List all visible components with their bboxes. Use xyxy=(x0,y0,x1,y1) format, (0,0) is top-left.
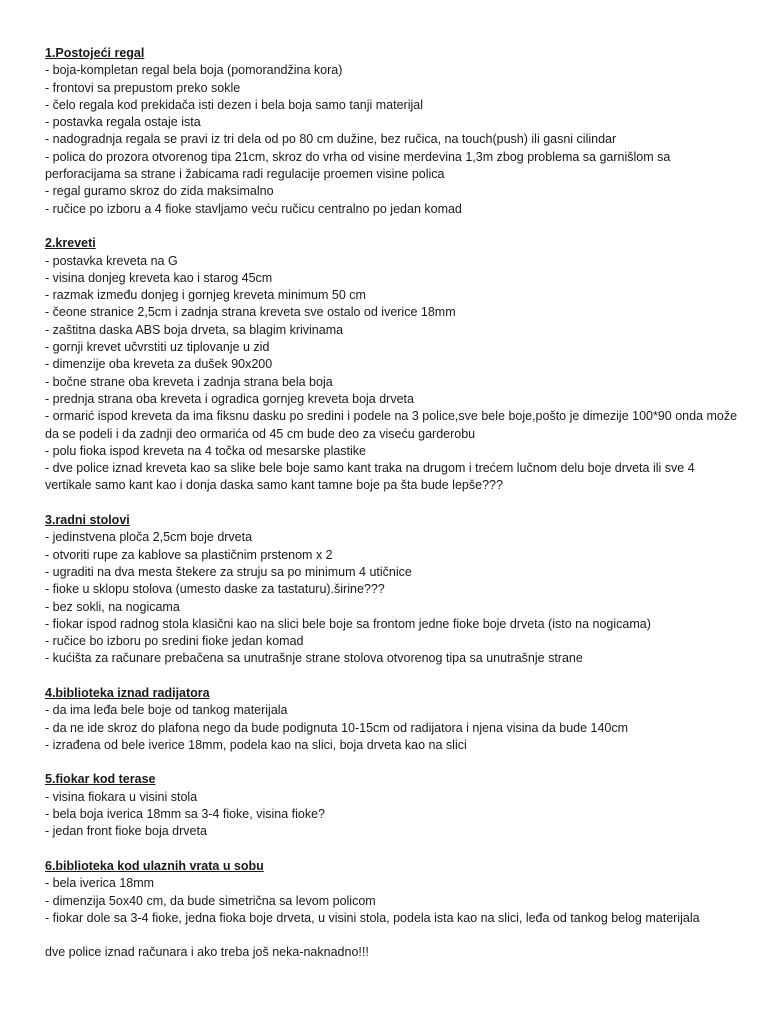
list-item: - zaštitna daska ABS boja drveta, sa blagim krivinama xyxy=(45,322,344,337)
list-item: - jedinstvena ploča 2,5cm boje drveta xyxy=(45,530,253,545)
list-item: - ormarić ispod kreveta da ima fiksnu dasku po sredini i podele na 3 police,sve bele boje,pošto je dimezije 100*90 onda može da se podeli i da zadnji deo ormarića od 45 cm bude deo za viseću garderobu xyxy=(45,409,738,441)
list-item: - boja-kompletan regal bela boja (pomorandžina kora) xyxy=(45,63,343,78)
list-item: - bez sokli, na nogicama xyxy=(45,599,180,614)
list-item: - nadogradnja regala se pravi iz tri dela od po 80 cm dužine, bez ručica, na touch(push) ili gasni cilindar xyxy=(45,132,617,147)
list-item: - ručice bo izboru po sredini fioke jedan komad xyxy=(45,634,304,649)
list-item: - otvoriti rupe za kablove sa plastičnim prstenom x 2 xyxy=(45,547,333,562)
section-title: 3.radni stolovi xyxy=(45,513,130,528)
list-item: - dimenzija 5ox40 cm, da bude simetrična sa levom policom xyxy=(45,893,376,908)
list-item: - čeone stranice 2,5cm i zadnja strana kreveta sve ostalo od iverice 18mm xyxy=(45,305,456,320)
list-item: - postavka kreveta na G xyxy=(45,253,178,268)
list-item: - bela iverica 18mm xyxy=(45,876,155,891)
list-item: - fiokar dole sa 3-4 fioke, jedna fioka boje drveta, u visini stola, podela ista kao na slici, leđa od tankog belog materijala xyxy=(45,910,700,925)
list-item: - visina donjeg kreveta kao i starog 45cm xyxy=(45,270,273,285)
list-item: - izrađena od bele iverice 18mm, podela kao na slici, boja drveta kao na slici xyxy=(45,737,467,752)
closing-note: dve police iznad računara i ako treba još neka-naknadno!!! xyxy=(45,945,369,960)
list-item: - polica do prozora otvorenog tipa 21cm, skroz do vrha od visine merdevina 1,3m zbog problema sa garnišlom sa perforacijama sa strane i žabicama radi regulacije proemen visine polica xyxy=(45,149,671,182)
section-postojeci-regal xyxy=(45,45,744,218)
list-item: - polu fioka ispod kreveta na 4 točka od mesarske plastike xyxy=(45,443,367,458)
list-item: - prednja strana oba kreveta i ogradica gornjeg kreveta boja drveta xyxy=(45,391,414,406)
list-item: - ugraditi na dva mesta štekere za struju sa po minimum 4 utičnice xyxy=(45,564,412,579)
section-title: 1.Postojeći regal xyxy=(45,46,145,60)
list-item: - gornji krevet učvrstiti uz tiplovanje u zid xyxy=(45,340,270,355)
list-item: - kućišta za računare prebačena sa unutrašnje strane stolova otvorenog tipa sa unutrašnje strane xyxy=(45,651,583,666)
list-item: - bočne strane oba kreveta i zadnja strana bela boja xyxy=(45,374,333,389)
list-item: - frontovi sa prepustom preko sokle xyxy=(45,80,241,95)
list-item: - razmak između donjeg i gornjeg kreveta minimum 50 cm xyxy=(45,288,366,303)
section-kreveti xyxy=(45,235,744,494)
list-item: - da ne ide skroz do plafona nego da bude podignuta 10-15cm od radijatora i njena visina da bude 140cm xyxy=(45,720,629,735)
list-item: - fioke u sklopu stolova (umesto daske za tastaturu).širine??? xyxy=(45,582,385,597)
list-item: - dimenzije oba kreveta za dušek 90x200 xyxy=(45,357,273,372)
list-item: - visina fiokara u visini stola xyxy=(45,789,198,804)
list-item: - čelo regala kod prekidača isti dezen i bela boja samo tanji materijal xyxy=(45,97,423,112)
section-title: 5.fiokar kod terase xyxy=(45,772,156,787)
list-item: - da ima leđa bele boje od tankog materijala xyxy=(45,703,288,718)
list-item: - fiokar ispod radnog stola klasični kao na slici bele boje sa frontom jedne fioke boje drveta (isto na nogicama) xyxy=(45,616,651,631)
section-fiokar-kod-terase xyxy=(45,771,744,840)
section-title: 4.biblioteka iznad radijatora xyxy=(45,685,210,700)
section-radni-stolovi xyxy=(45,512,744,668)
list-item: - ručice po izboru a 4 fioke stavljamo veću ručicu centralno po jedan komad xyxy=(45,201,462,216)
list-item: - jedan front fioke boja drveta xyxy=(45,824,207,839)
list-item: - dve police iznad kreveta kao sa slike bele boje samo kant traka na drugom i trećem lučnom delu boje drveta ili sve 4 vertikale samo kant kao i donja daska samo kant tamne boje pa šta bude lepše??? xyxy=(45,461,695,493)
list-item: - regal guramo skroz do zida maksimalno xyxy=(45,184,274,199)
section-biblioteka-iznad-radijatora xyxy=(45,685,744,754)
list-item: - postavka regala ostaje ista xyxy=(45,115,201,130)
section-title: 2.kreveti xyxy=(45,236,96,251)
section-title: 6.biblioteka kod ulaznih vrata u sobu xyxy=(45,858,264,873)
list-item: - bela boja iverica 18mm sa 3-4 fioke, visina fioke? xyxy=(45,807,325,822)
section-biblioteka-kod-ulaznih-vrata xyxy=(45,858,744,927)
